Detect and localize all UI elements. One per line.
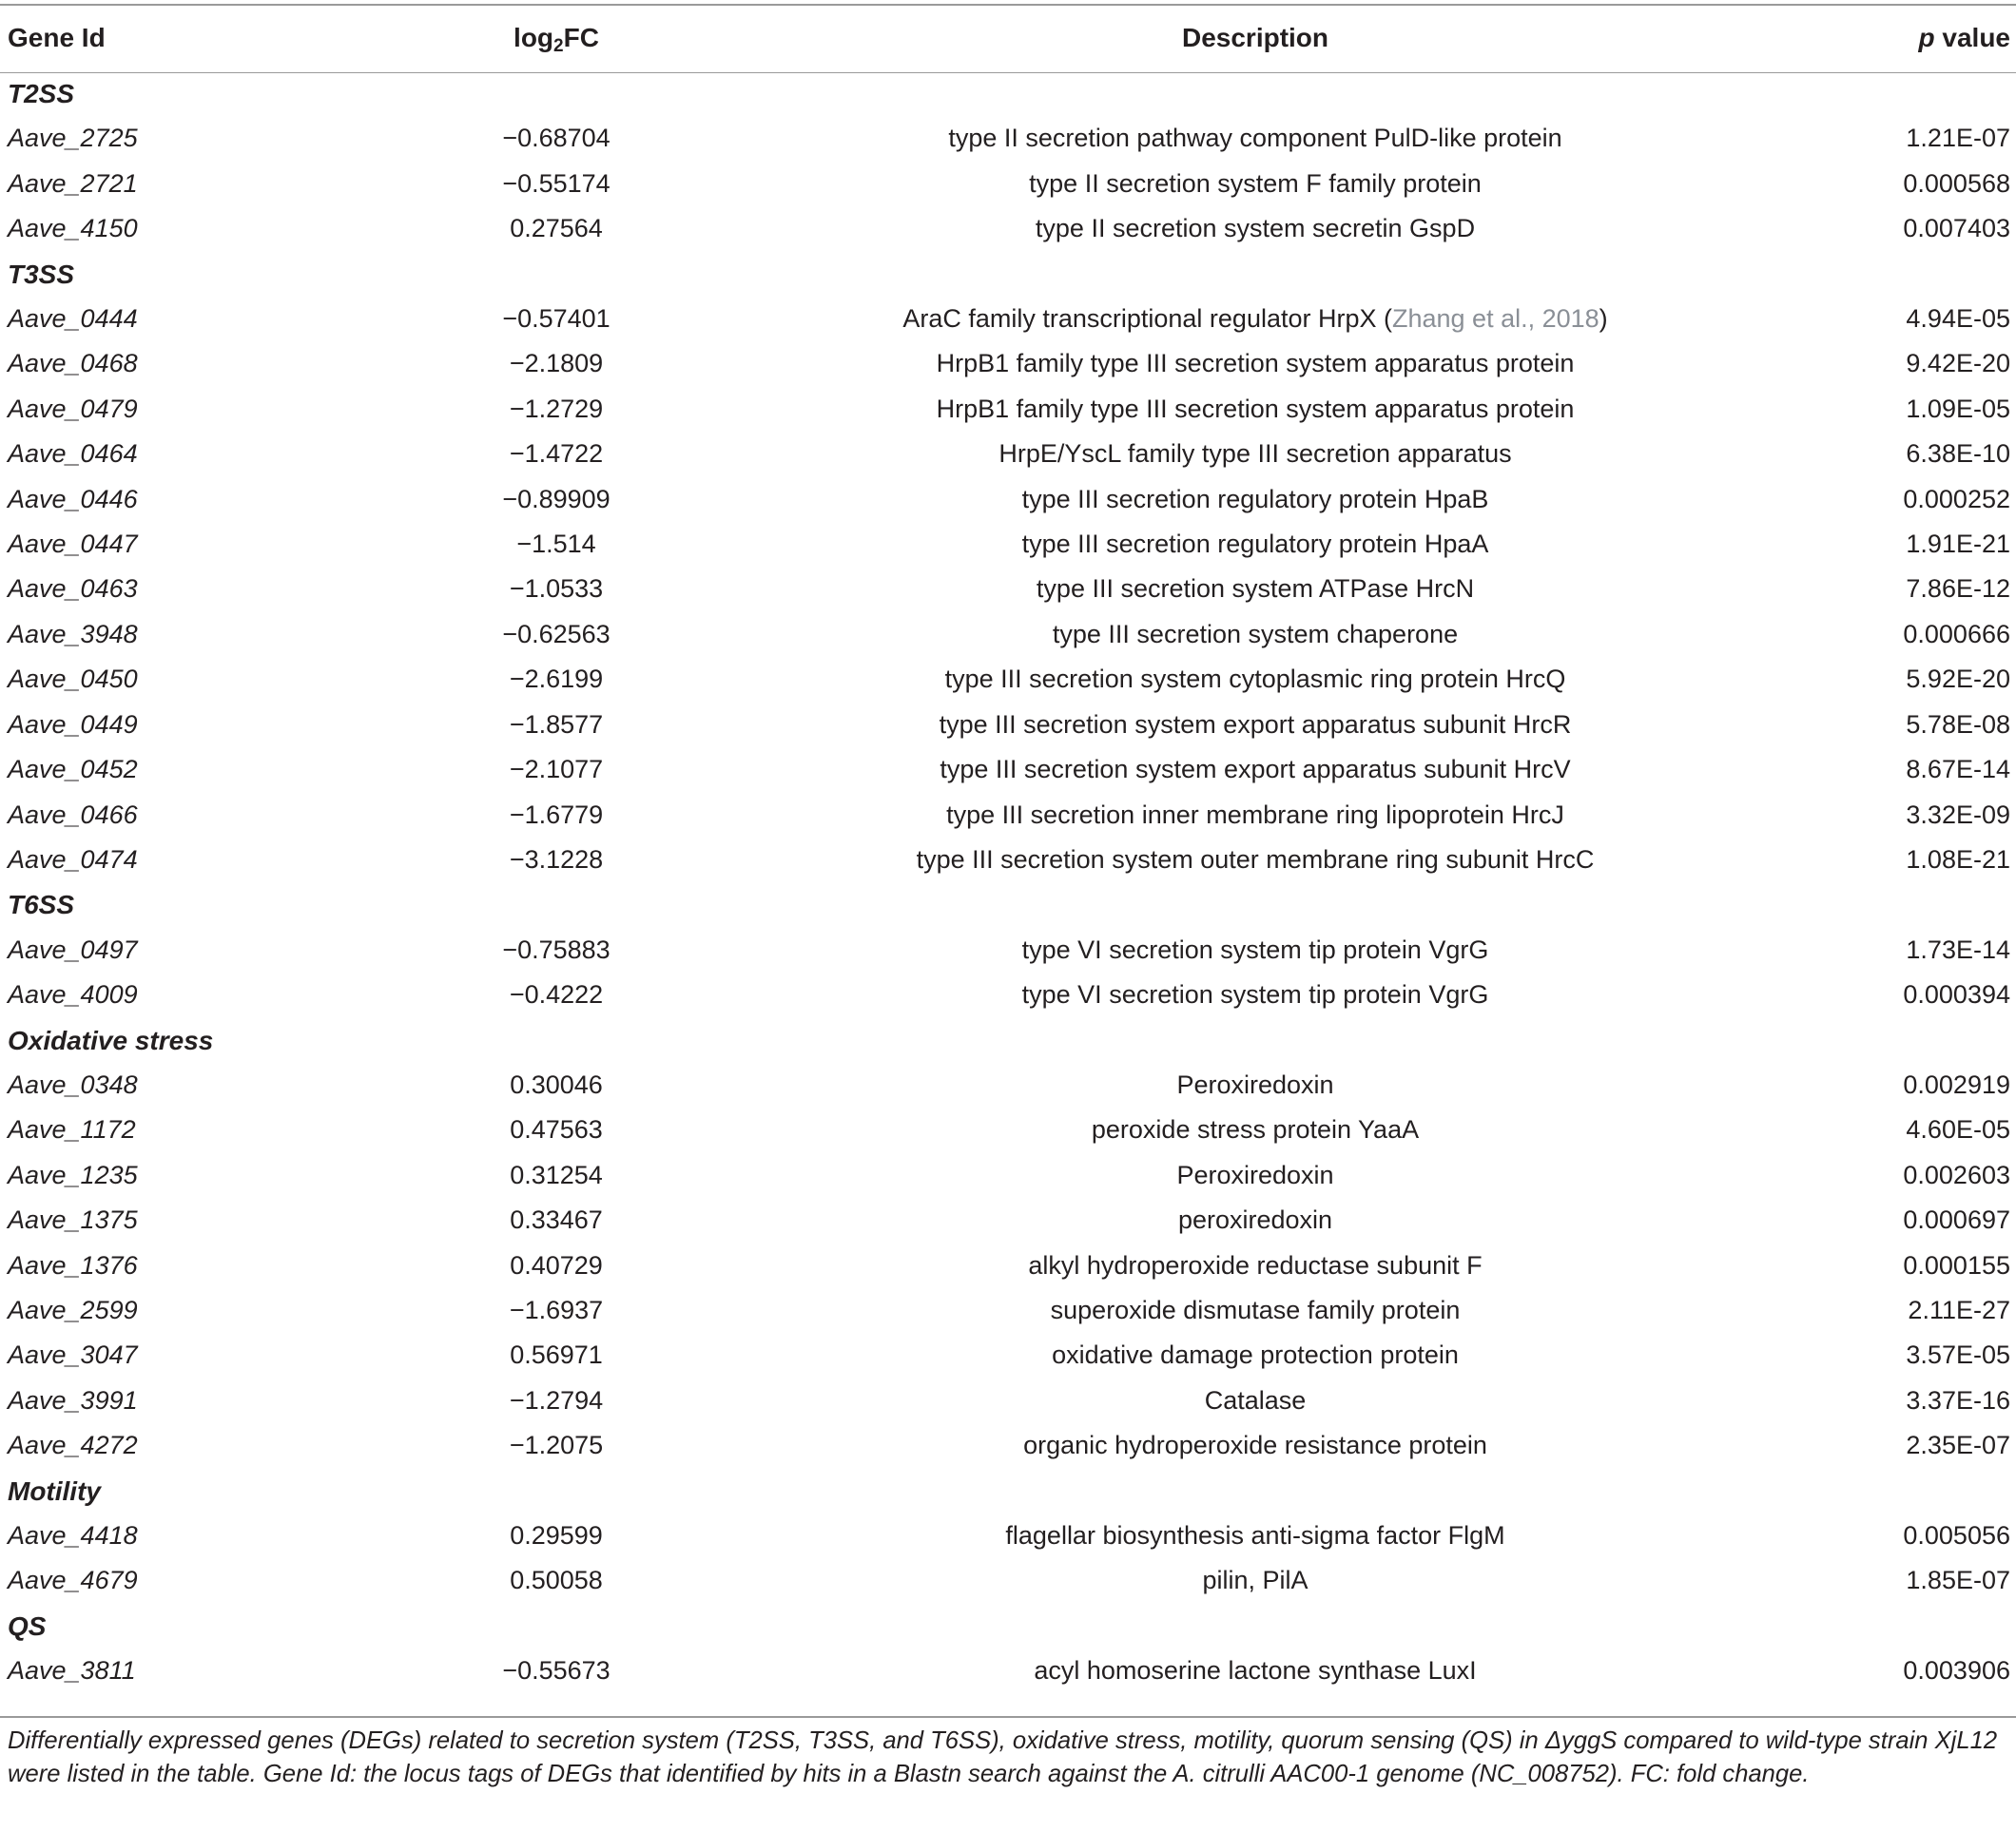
table-row <box>0 928 2016 973</box>
log2fc-cell: −0.57401 <box>502 304 611 334</box>
p-value-cell: 0.003906 <box>1903 1656 2010 1686</box>
description-cell: alkyl hydroperoxide reductase subunit F <box>1028 1250 1483 1280</box>
description-text: AraC family transcriptional regulator HrpX ( <box>902 304 1392 334</box>
p-value-cell: 6.38E-10 <box>1906 439 2010 469</box>
table-footnote: Differentially expressed genes (DEGs) related to secretion system (T2SS, T3SS, and T6SS), oxidative stress, motility, quorum sensing (QS) in ΔyggS compared to wild-type strain XjL12 were listed in the table. Gene Id: the locus tags of DEGs that identified by hits in a Blastn search against the A. citrulli AAC00-1 genome (NC_008752). FC: fold change. <box>8 1727 1998 1787</box>
gene-id-cell: Aave_4272 <box>8 1431 138 1460</box>
gene-id-cell: Aave_0466 <box>8 800 138 829</box>
description-cell: pilin, PilA <box>1202 1566 1308 1595</box>
table-body <box>0 71 2016 1694</box>
description-cell: peroxide stress protein YaaA <box>1091 1115 1420 1145</box>
table-row <box>0 116 2016 161</box>
log2fc-cell: 0.27564 <box>510 214 603 243</box>
header-description: Description <box>1181 23 1329 52</box>
description-cell: flagellar biosynthesis anti-sigma factor FlgM <box>1005 1521 1505 1550</box>
p-value-cell: 0.000697 <box>1903 1205 2010 1235</box>
gene-id-cell: Aave_2725 <box>8 124 138 153</box>
log2fc-cell: 0.30046 <box>510 1070 603 1099</box>
gene-id-cell: Aave_3948 <box>8 619 138 648</box>
p-value-cell: 1.08E-21 <box>1906 844 2010 874</box>
description-cell: Peroxiredoxin <box>1176 1160 1334 1189</box>
p-value-cell: 0.000568 <box>1903 168 2010 198</box>
log2fc-cell: −0.55673 <box>502 1656 611 1686</box>
description-cell: type II secretion system F family protein <box>1029 168 1482 198</box>
deg-table <box>0 5 2016 1694</box>
log2fc-cell: −1.6779 <box>509 800 604 829</box>
description-text-after: ) <box>1599 304 1608 334</box>
header-p-italic: p <box>1918 23 1935 52</box>
p-value-cell: 1.85E-07 <box>1906 1566 2010 1595</box>
table-row <box>0 1108 2016 1152</box>
table-row <box>0 1063 2016 1108</box>
p-value-cell: 0.002603 <box>1903 1160 2010 1189</box>
log2fc-cell: −1.6937 <box>509 1295 604 1324</box>
group-label: Motility <box>8 1475 101 1506</box>
log2fc-cell: −0.4222 <box>509 980 604 1010</box>
log2fc-cell: −1.8577 <box>509 709 604 739</box>
table-row <box>0 206 2016 251</box>
gene-id-cell: Aave_1172 <box>8 1115 136 1145</box>
group-row <box>0 252 2016 297</box>
table-row <box>0 838 2016 882</box>
p-value-cell: 0.002919 <box>1903 1070 2010 1099</box>
description-cell: type III secretion system export apparatus subunit HrcV <box>940 755 1571 784</box>
log2fc-cell: −1.0533 <box>509 574 604 604</box>
description-cell: peroxiredoxin <box>1177 1205 1333 1235</box>
description-cell: type III secretion system outer membrane ring subunit HrcC <box>916 844 1595 874</box>
description-cell: oxidative damage protection protein <box>1052 1340 1459 1370</box>
gene-id-cell: Aave_4418 <box>8 1521 138 1550</box>
gene-id-cell: Aave_3811 <box>8 1656 136 1686</box>
description-cell: type III secretion regulatory protein HpaA <box>1021 530 1489 559</box>
p-value-cell: 1.21E-07 <box>1906 124 2010 153</box>
header-p-rest: value <box>1934 23 2010 52</box>
description-cell: superoxide dismutase family protein <box>1050 1295 1461 1324</box>
p-value-cell: 7.86E-12 <box>1906 574 2010 604</box>
log2fc-cell: −0.62563 <box>502 619 611 648</box>
log2fc-cell: −0.55174 <box>502 168 611 198</box>
table-row <box>0 567 2016 611</box>
log2fc-cell: −1.514 <box>516 530 596 559</box>
table-row <box>0 1514 2016 1558</box>
p-value-cell: 0.000252 <box>1903 484 2010 513</box>
table-row <box>0 341 2016 386</box>
log2fc-cell: 0.40729 <box>510 1250 603 1280</box>
table-bottom-rule <box>0 1716 2016 1718</box>
p-value-cell: 0.000394 <box>1903 980 2010 1010</box>
description-cell: type II secretion pathway component PulD-like protein <box>948 124 1562 153</box>
log2fc-cell: −1.2794 <box>509 1385 604 1415</box>
description-cell: type II secretion system secretin GspD <box>1035 214 1476 243</box>
header-gene-id: Gene Id <box>8 23 106 52</box>
table-row <box>0 747 2016 792</box>
table-row <box>0 793 2016 838</box>
log2fc-cell: 0.56971 <box>510 1340 603 1370</box>
gene-id-cell: Aave_0447 <box>8 530 138 559</box>
log2fc-cell: 0.33467 <box>510 1205 603 1235</box>
table-row <box>0 522 2016 567</box>
description-cell: Peroxiredoxin <box>1176 1070 1334 1099</box>
p-value-cell: 0.000155 <box>1903 1250 2010 1280</box>
table-row <box>0 703 2016 747</box>
log2fc-cell: −0.75883 <box>502 935 611 964</box>
log2fc-cell: −1.4722 <box>509 439 604 469</box>
header-p-value <box>1797 5 2016 71</box>
gene-id-cell: Aave_0464 <box>8 439 138 469</box>
p-value-cell: 0.000666 <box>1903 619 2010 648</box>
description-cell: HrpB1 family type III secretion system apparatus protein <box>936 349 1575 378</box>
table-row <box>0 1288 2016 1333</box>
gene-id-cell: Aave_3047 <box>8 1340 138 1370</box>
p-value-cell: 5.92E-20 <box>1906 665 2010 694</box>
description-cell: HrpB1 family type III secretion system apparatus protein <box>936 394 1575 423</box>
log2fc-cell: −2.1809 <box>509 349 604 378</box>
gene-id-cell: Aave_4679 <box>8 1566 138 1595</box>
header-log2fc-suffix: FC <box>563 23 599 52</box>
table-row <box>0 657 2016 702</box>
p-value-cell: 5.78E-08 <box>1906 709 2010 739</box>
table-row <box>0 477 2016 522</box>
group-label: QS <box>8 1610 47 1641</box>
gene-id-cell: Aave_1376 <box>8 1250 138 1280</box>
description-cell: acyl homoserine lactone synthase LuxI <box>1034 1656 1477 1686</box>
group-row <box>0 882 2016 927</box>
table-row <box>0 973 2016 1017</box>
group-label: T6SS <box>8 890 75 920</box>
log2fc-cell: −3.1228 <box>509 844 604 874</box>
group-label: T2SS <box>8 79 75 108</box>
table-row <box>0 1423 2016 1468</box>
gene-id-cell: Aave_4009 <box>8 980 138 1010</box>
description-cell: Catalase <box>1204 1385 1307 1415</box>
gene-id-cell: Aave_0479 <box>8 394 138 423</box>
gene-id-cell: Aave_2599 <box>8 1295 138 1324</box>
table-row <box>0 1558 2016 1603</box>
description-cell: HrpE/YscL family type III secretion apparatus <box>998 439 1512 469</box>
citation-link[interactable]: Zhang et al., 2018 <box>1392 304 1599 334</box>
description-cell: type VI secretion system tip protein VgrG <box>1021 980 1489 1010</box>
header-log2fc <box>399 5 713 71</box>
group-label: Oxidative stress <box>8 1025 214 1055</box>
log2fc-cell: 0.47563 <box>510 1115 603 1145</box>
log2fc-cell: 0.31254 <box>510 1160 603 1189</box>
table-row <box>0 1333 2016 1378</box>
gene-id-cell: Aave_0444 <box>8 304 138 334</box>
p-value-cell: 9.42E-20 <box>1906 349 2010 378</box>
gene-id-cell: Aave_0474 <box>8 844 138 874</box>
table-row <box>0 297 2016 341</box>
table-header <box>0 5 2016 71</box>
p-value-cell: 1.91E-21 <box>1906 530 2010 559</box>
description-cell: type III secretion regulatory protein HpaB <box>1021 484 1489 513</box>
log2fc-cell: 0.50058 <box>510 1566 603 1595</box>
gene-id-cell: Aave_0450 <box>8 665 138 694</box>
log2fc-cell: −0.89909 <box>502 484 611 513</box>
table-row <box>0 162 2016 206</box>
log2fc-cell: 0.29599 <box>510 1521 603 1550</box>
gene-id-cell: Aave_1235 <box>8 1160 138 1189</box>
header-log2fc-prefix: log <box>514 23 554 52</box>
description-cell: type III secretion inner membrane ring lipoprotein HrcJ <box>946 800 1564 829</box>
group-row <box>0 1604 2016 1649</box>
description-cell <box>713 297 1797 341</box>
p-value-cell: 0.005056 <box>1903 1521 2010 1550</box>
gene-id-cell: Aave_4150 <box>8 214 138 243</box>
p-value-cell: 2.11E-27 <box>1908 1295 2010 1324</box>
description-cell: organic hydroperoxide resistance protein <box>1023 1431 1487 1460</box>
group-row <box>0 71 2016 116</box>
gene-id-cell: Aave_0497 <box>8 935 138 964</box>
description-cell: type VI secretion system tip protein VgrG <box>1021 935 1489 964</box>
description-cell: type III secretion system chaperone <box>1052 619 1459 648</box>
table-row <box>0 612 2016 657</box>
log2fc-cell: −1.2729 <box>509 394 604 423</box>
log2fc-cell: −0.68704 <box>502 124 611 153</box>
gene-id-cell: Aave_0446 <box>8 484 138 513</box>
log2fc-cell: −1.2075 <box>509 1431 604 1460</box>
p-value-cell: 4.94E-05 <box>1906 304 2010 334</box>
header-log2fc-sub: 2 <box>553 36 564 56</box>
p-value-cell: 1.09E-05 <box>1906 394 2010 423</box>
table-row <box>0 1649 2016 1693</box>
table-row <box>0 387 2016 432</box>
log2fc-cell: −2.1077 <box>509 755 604 784</box>
group-row <box>0 1469 2016 1514</box>
gene-id-cell: Aave_3991 <box>8 1385 138 1415</box>
table-row <box>0 1198 2016 1243</box>
table-row <box>0 1244 2016 1288</box>
gene-id-cell: Aave_0452 <box>8 755 138 784</box>
group-row <box>0 1018 2016 1063</box>
gene-id-cell: Aave_0463 <box>8 574 138 604</box>
p-value-cell: 4.60E-05 <box>1906 1115 2010 1145</box>
p-value-cell: 3.57E-05 <box>1906 1340 2010 1370</box>
gene-id-cell: Aave_0449 <box>8 709 138 739</box>
p-value-cell: 2.35E-07 <box>1906 1431 2010 1460</box>
description-cell: type III secretion system cytoplasmic ring protein HrcQ <box>944 665 1566 694</box>
description-cell: type III secretion system ATPase HrcN <box>1036 574 1475 604</box>
p-value-cell: 0.007403 <box>1903 214 2010 243</box>
log2fc-cell: −2.6199 <box>509 665 604 694</box>
table-row <box>0 1379 2016 1423</box>
p-value-cell: 8.67E-14 <box>1906 755 2010 784</box>
p-value-cell: 3.32E-09 <box>1906 800 2010 829</box>
gene-id-cell: Aave_0348 <box>8 1070 138 1099</box>
table-row <box>0 432 2016 476</box>
description-cell: type III secretion system export apparatus subunit HrcR <box>939 709 1572 739</box>
gene-id-cell: Aave_2721 <box>8 168 138 198</box>
p-value-cell: 3.37E-16 <box>1906 1385 2010 1415</box>
table-row <box>0 1153 2016 1198</box>
group-label: T3SS <box>8 259 75 289</box>
gene-id-cell: Aave_1375 <box>8 1205 138 1235</box>
gene-id-cell: Aave_0468 <box>8 349 138 378</box>
p-value-cell: 1.73E-14 <box>1906 935 2010 964</box>
